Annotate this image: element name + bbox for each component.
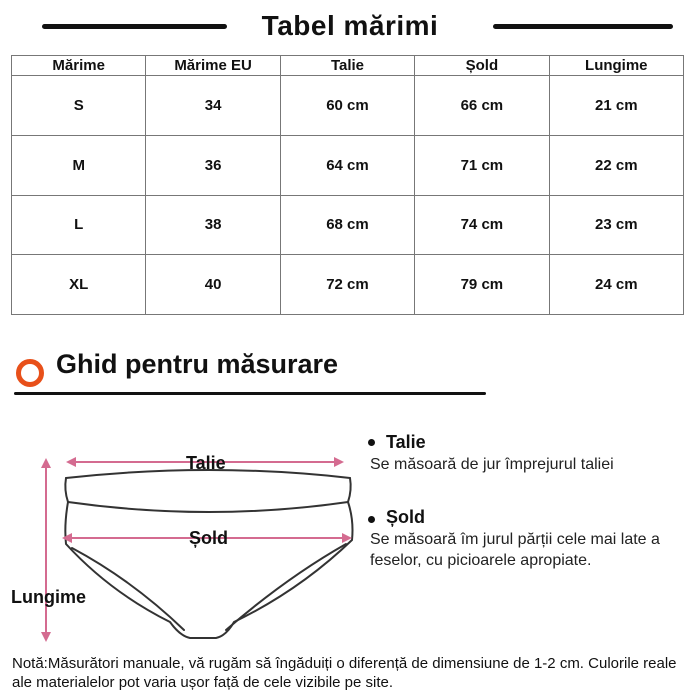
- table-cell: 68 cm: [280, 195, 414, 255]
- table-cell: 36: [146, 135, 280, 195]
- column-header-length: Lungime: [549, 56, 683, 76]
- waist-diagram-label: Talie: [186, 453, 226, 473]
- hip-info-description: Se măsoară îm jurul părții cele mai late a feselor, cu picioarele apropiate.: [370, 531, 660, 569]
- length-diagram-label: Lungime: [11, 587, 86, 607]
- table-cell: 21 cm: [549, 76, 683, 136]
- circle-bullet-icon: [16, 359, 44, 387]
- waist-info: [368, 432, 698, 482]
- briefs-outline-icon: [0, 440, 370, 650]
- table-header-row: [12, 56, 684, 76]
- bullet-icon: [368, 516, 375, 523]
- table-cell: 38: [146, 195, 280, 255]
- table-cell: XL: [12, 255, 146, 315]
- page-title: Tabel mărimi: [261, 10, 439, 41]
- hip-info-heading: Șold: [386, 507, 425, 527]
- column-header-waist: Talie: [280, 56, 414, 76]
- column-header-eu-size: Mărime EU: [146, 56, 280, 76]
- table-row: [12, 76, 684, 136]
- title-row: [0, 0, 700, 56]
- table-cell: 34: [146, 76, 280, 136]
- note-text: Notă:Măsurători manuale, vă rugăm să îngăduiți o diferență de dimensiune de 1-2 cm. Culorile reale ale materialelor pot varia ușor față de cele vizibile pe site.: [12, 655, 677, 691]
- table-cell: 22 cm: [549, 135, 683, 195]
- bullet-icon: [368, 439, 375, 446]
- table-cell: L: [12, 195, 146, 255]
- table-cell: 24 cm: [549, 255, 683, 315]
- table-cell: 60 cm: [280, 76, 414, 136]
- table-cell: 79 cm: [415, 255, 549, 315]
- measurement-guide-header: [0, 345, 700, 405]
- guide-divider: [14, 392, 486, 395]
- column-header-hip: Șold: [415, 56, 549, 76]
- garment-diagram: [0, 440, 370, 650]
- column-header-size: Mărime: [12, 56, 146, 76]
- table-cell: 72 cm: [280, 255, 414, 315]
- table-cell: 64 cm: [280, 135, 414, 195]
- table-cell: M: [12, 135, 146, 195]
- table-cell: S: [12, 76, 146, 136]
- table-cell: 74 cm: [415, 195, 549, 255]
- table-row: [12, 195, 684, 255]
- table-cell: 66 cm: [415, 76, 549, 136]
- hip-diagram-label: Șold: [189, 528, 228, 548]
- table-row: [12, 255, 684, 315]
- table-cell: 40: [146, 255, 280, 315]
- title-divider-right: [493, 24, 673, 29]
- table-cell: 71 cm: [415, 135, 549, 195]
- hip-info: [368, 507, 698, 577]
- waist-info-description: Se măsoară de jur împrejurul taliei: [370, 456, 614, 473]
- table-row: [12, 135, 684, 195]
- table-cell: 23 cm: [549, 195, 683, 255]
- waist-info-heading: Talie: [386, 432, 426, 452]
- size-table: [11, 55, 684, 315]
- guide-title: Ghid pentru măsurare: [56, 349, 339, 379]
